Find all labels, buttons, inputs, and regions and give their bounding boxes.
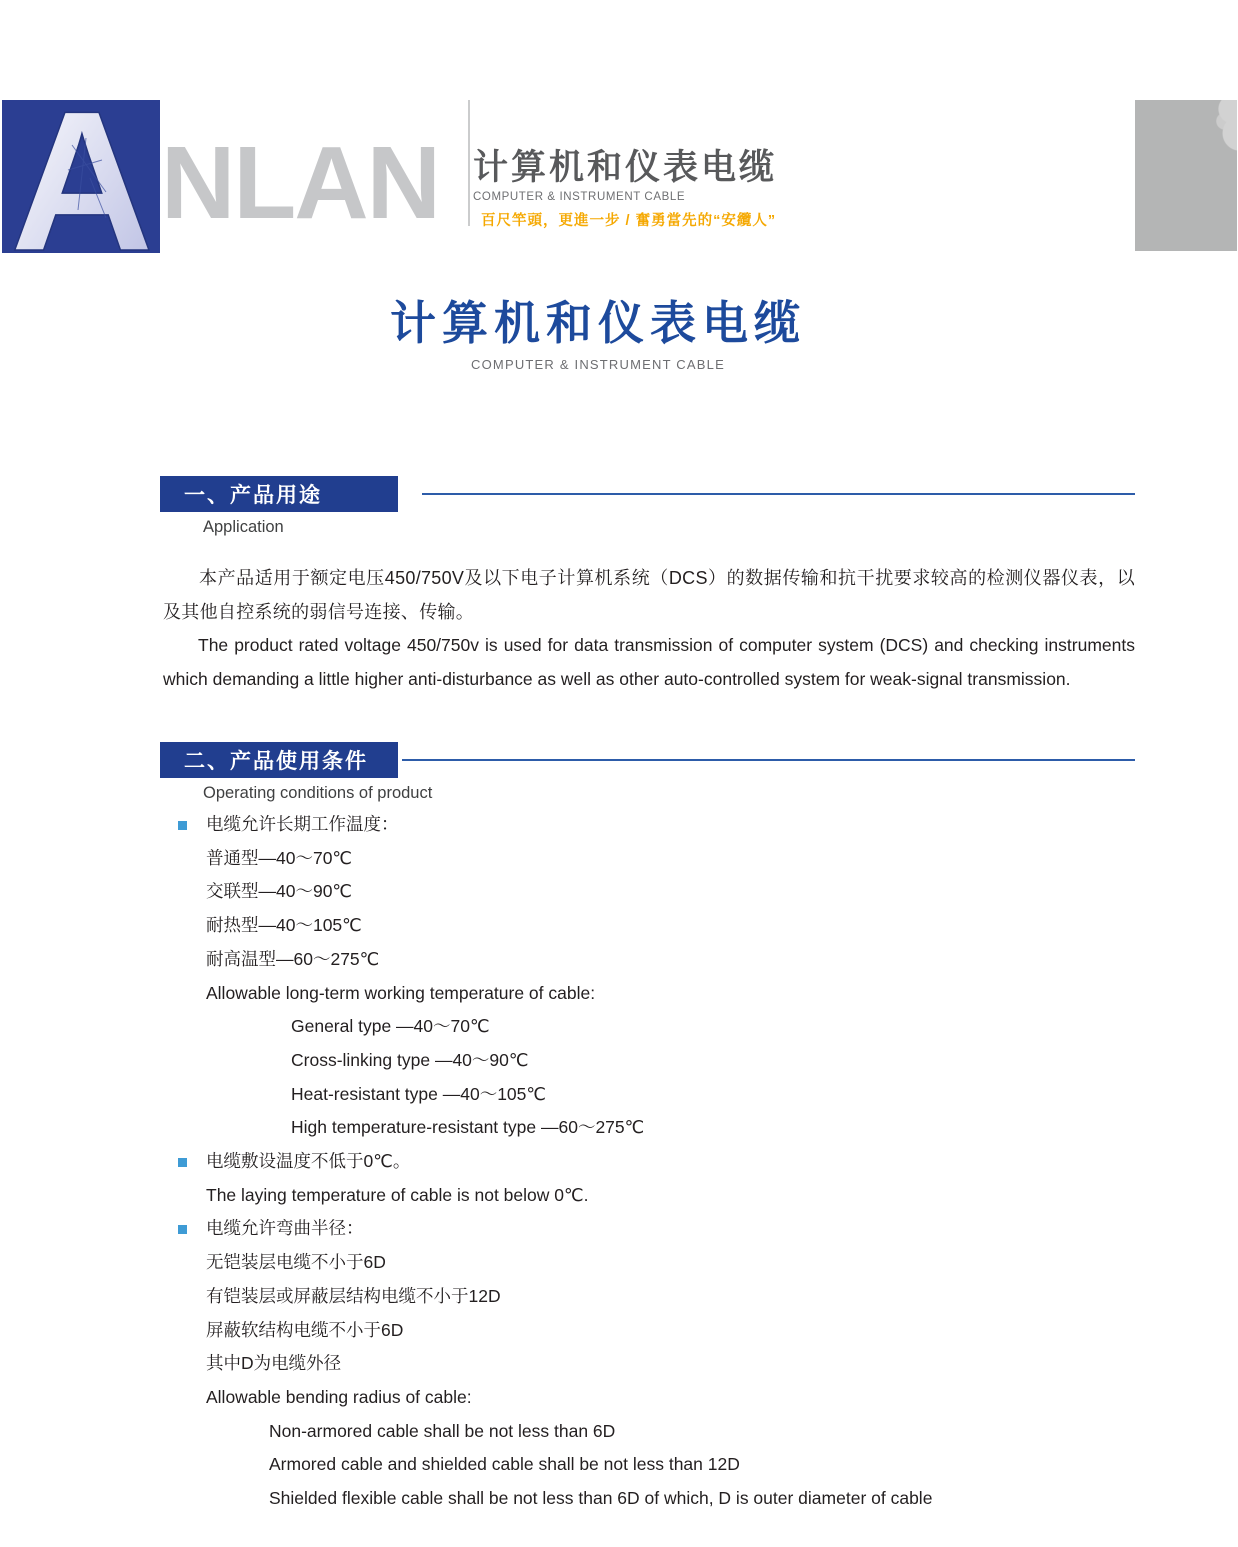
section1-header xyxy=(160,476,1135,512)
condition-row xyxy=(163,1044,1135,1078)
condition-text: 电缆敷设温度不低于0℃。 xyxy=(206,1151,411,1172)
condition-text: 其中D为电缆外径 xyxy=(206,1353,342,1374)
condition-text: Shielded flexible cable shall be not less than 6D of which, D is outer diameter of cable xyxy=(269,1488,933,1509)
condition-row xyxy=(163,1314,1135,1348)
condition-text: 耐热型—40～105℃ xyxy=(206,915,362,936)
condition-row xyxy=(163,943,1135,977)
condition-text: Armored cable and shielded cable shall be not less than 12D xyxy=(269,1454,740,1475)
corner-leaf-image xyxy=(1135,100,1237,251)
page-title-block xyxy=(0,296,1196,372)
section2-header xyxy=(160,742,1135,778)
section2-rule xyxy=(402,759,1135,761)
application-paragraph-en: The product rated voltage 450/750v is used for data transmission of computer system (DCS) and checking instruments which demanding a little higher anti-disturbance as well as other auto-controlled system for weak-signal transmission. xyxy=(163,635,1135,689)
bullet-square-icon xyxy=(178,821,187,830)
conditions-list xyxy=(163,808,1135,1516)
logo-text: NLAN xyxy=(161,125,440,240)
condition-text: The laying temperature of cable is not below 0℃. xyxy=(206,1184,589,1205)
section2-heading-en: Operating conditions of product xyxy=(203,784,433,802)
brand-slogan: 百尺竿頭，更進一步 / 奮勇當先的“安纜人” xyxy=(481,213,777,229)
section1-rule xyxy=(422,493,1135,495)
condition-text: 交联型—40～90℃ xyxy=(206,881,353,902)
anlan-logo-icon xyxy=(2,100,160,253)
condition-row xyxy=(163,1482,1135,1516)
condition-row xyxy=(163,1280,1135,1314)
condition-row xyxy=(163,1448,1135,1482)
condition-text: Allowable bending radius of cable: xyxy=(206,1386,472,1407)
condition-row xyxy=(163,1010,1135,1044)
section1-heading: 一、产品用途 xyxy=(160,476,398,512)
condition-row xyxy=(163,875,1135,909)
condition-row xyxy=(163,909,1135,943)
condition-text: 普通型—40～70℃ xyxy=(206,847,353,868)
condition-text: High temperature-resistant type —60～275℃ xyxy=(291,1117,645,1138)
condition-text: Allowable long-term working temperature of cable: xyxy=(206,982,596,1003)
header-title-en: COMPUTER & INSTRUMENT CABLE xyxy=(473,191,686,203)
condition-text: Heat-resistant type —40～105℃ xyxy=(291,1083,547,1104)
condition-row xyxy=(163,1347,1135,1381)
condition-row xyxy=(163,1246,1135,1280)
condition-row xyxy=(163,1381,1135,1415)
header-divider xyxy=(468,100,470,226)
condition-text: 电缆允许长期工作温度： xyxy=(206,814,399,834)
section2-heading: 二、产品使用条件 xyxy=(160,742,398,778)
application-paragraph-cn: 本产品适用于额定电压450/750V及以下电子计算机系统（DCS）的数据传输和抗干扰要求较高的检测仪器仪表，以及其他自控系统的弱信号连接、传输。 xyxy=(163,568,1135,622)
condition-text: 无铠装层电缆不小于6D xyxy=(206,1252,386,1273)
page-subtitle: COMPUTER & INSTRUMENT CABLE xyxy=(471,357,725,373)
condition-row xyxy=(163,1145,1135,1179)
condition-text: 有铠装层或屏蔽层结构电缆不小于12D xyxy=(206,1285,501,1306)
condition-row xyxy=(163,1415,1135,1449)
condition-row xyxy=(163,977,1135,1011)
condition-text: 电缆允许弯曲半径： xyxy=(206,1218,364,1239)
condition-text: 耐高温型—60～275℃ xyxy=(206,948,380,969)
bullet-square-icon xyxy=(178,1158,187,1167)
svg-text:A: A xyxy=(9,100,155,253)
condition-text: Cross-linking type —40～90℃ xyxy=(291,1049,529,1070)
condition-row xyxy=(163,1179,1135,1213)
condition-row xyxy=(163,1111,1135,1145)
condition-row xyxy=(163,1078,1135,1112)
condition-text: General type —40～70℃ xyxy=(291,1016,490,1037)
section1-heading-en: Application xyxy=(203,518,284,536)
condition-text: Non-armored cable shall be not less than 6D xyxy=(269,1420,616,1441)
bullet-square-icon xyxy=(178,1225,187,1234)
condition-row xyxy=(163,842,1135,876)
condition-text: 屏蔽软结构电缆不小于6D xyxy=(206,1319,404,1340)
page-title: 计算机和仪表电缆 xyxy=(390,297,806,349)
header-title-cn: 计算机和仪表电缆 xyxy=(473,148,778,187)
condition-row xyxy=(163,1212,1135,1246)
condition-row xyxy=(163,808,1135,842)
